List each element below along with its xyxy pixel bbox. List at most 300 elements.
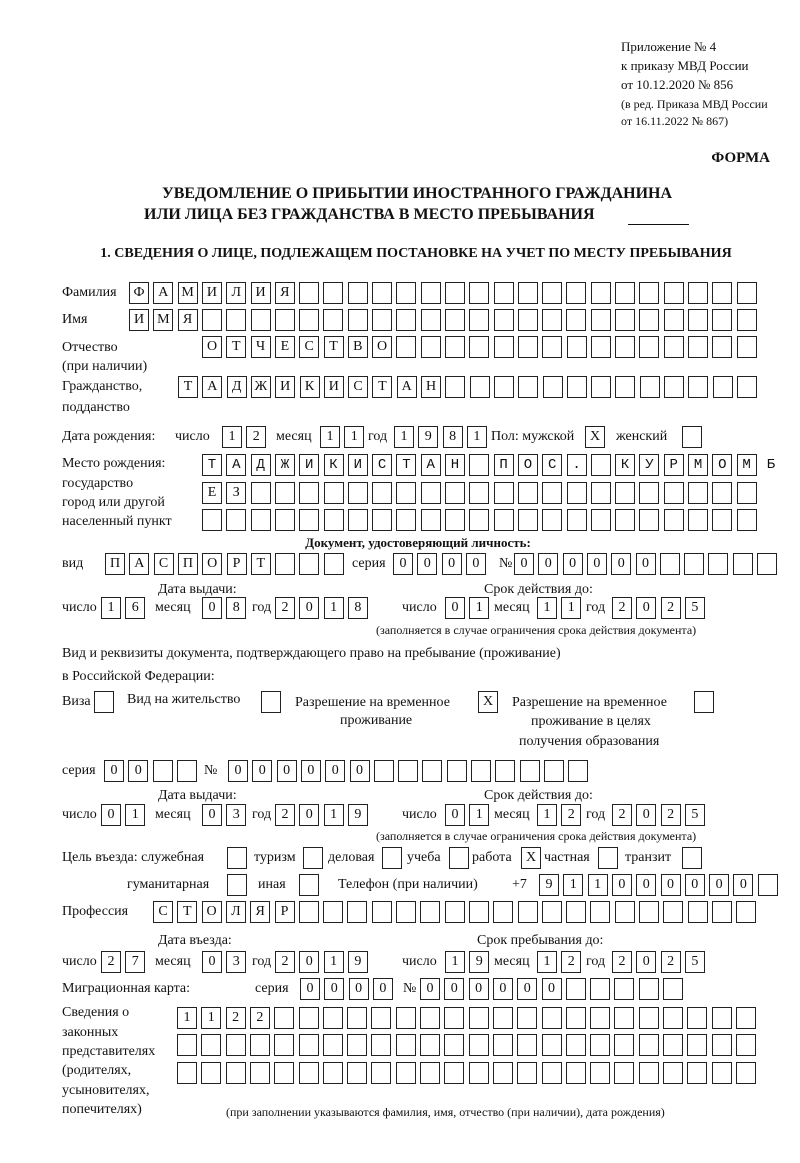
char-box[interactable]: 1	[201, 1007, 221, 1029]
char-box[interactable]	[347, 1007, 367, 1029]
char-box[interactable]	[493, 1034, 513, 1056]
char-box[interactable]	[664, 282, 684, 304]
checkbox[interactable]	[261, 691, 281, 713]
char-box[interactable]: 0	[417, 553, 437, 575]
char-box[interactable]: Е	[202, 482, 222, 504]
char-box[interactable]	[323, 282, 343, 304]
char-box[interactable]	[517, 1007, 537, 1029]
char-box[interactable]	[447, 760, 467, 782]
char-box[interactable]: 0	[299, 804, 319, 826]
char-box[interactable]: З	[226, 482, 246, 504]
char-box[interactable]: Ж	[251, 376, 271, 398]
char-box[interactable]	[374, 760, 394, 782]
char-box[interactable]: 0	[542, 978, 562, 1000]
char-box[interactable]: 1	[324, 804, 344, 826]
char-box[interactable]: 0	[324, 978, 344, 1000]
char-box[interactable]	[469, 309, 489, 331]
char-box[interactable]	[712, 1062, 732, 1084]
char-box[interactable]: 0	[228, 760, 248, 782]
char-box[interactable]	[494, 376, 514, 398]
char-box[interactable]: 9	[418, 426, 438, 448]
char-box[interactable]	[274, 1034, 294, 1056]
char-box[interactable]: 0	[661, 874, 681, 896]
char-box[interactable]	[324, 509, 344, 531]
char-box[interactable]: Т	[178, 376, 198, 398]
char-box[interactable]	[250, 1062, 270, 1084]
char-box[interactable]	[640, 376, 660, 398]
char-box[interactable]: 0	[517, 978, 537, 1000]
char-box[interactable]	[542, 282, 562, 304]
char-box[interactable]: С	[153, 901, 173, 923]
char-box[interactable]	[299, 1062, 319, 1084]
char-box[interactable]	[688, 376, 708, 398]
char-box[interactable]	[372, 309, 392, 331]
char-box[interactable]: 0	[202, 951, 222, 973]
char-box[interactable]	[615, 482, 635, 504]
char-box[interactable]	[420, 901, 440, 923]
char-box[interactable]	[444, 1034, 464, 1056]
char-box[interactable]	[177, 1062, 197, 1084]
char-box[interactable]	[567, 509, 587, 531]
char-box[interactable]	[324, 553, 344, 575]
checkbox[interactable]	[227, 874, 247, 896]
char-box[interactable]: 1	[467, 426, 487, 448]
char-box[interactable]	[445, 509, 465, 531]
checkbox[interactable]	[382, 847, 402, 869]
char-box[interactable]	[542, 1034, 562, 1056]
char-box[interactable]: 8	[226, 597, 246, 619]
char-box[interactable]: К	[300, 376, 320, 398]
char-box[interactable]	[688, 309, 708, 331]
char-box[interactable]: 0	[128, 760, 148, 782]
char-box[interactable]	[177, 760, 197, 782]
char-box[interactable]	[348, 482, 368, 504]
char-box[interactable]: И	[129, 309, 149, 331]
char-box[interactable]	[275, 309, 295, 331]
checkbox[interactable]	[94, 691, 114, 713]
char-box[interactable]	[250, 1034, 270, 1056]
char-box[interactable]	[323, 901, 343, 923]
char-box[interactable]: Р	[227, 553, 247, 575]
char-box[interactable]	[737, 309, 757, 331]
char-box[interactable]: 0	[587, 553, 607, 575]
char-box[interactable]	[323, 1007, 343, 1029]
char-box[interactable]	[226, 1034, 246, 1056]
char-box[interactable]	[737, 282, 757, 304]
char-box[interactable]	[299, 901, 319, 923]
char-box[interactable]: 0	[636, 804, 656, 826]
char-box[interactable]: Н	[421, 376, 441, 398]
char-box[interactable]: М	[153, 309, 173, 331]
char-box[interactable]	[737, 509, 757, 531]
checkbox[interactable]	[694, 691, 714, 713]
char-box[interactable]: Т	[177, 901, 197, 923]
char-box[interactable]	[494, 482, 514, 504]
char-box[interactable]	[566, 282, 586, 304]
char-box[interactable]	[664, 336, 684, 358]
char-box[interactable]	[713, 376, 733, 398]
char-box[interactable]	[566, 1062, 586, 1084]
char-box[interactable]	[445, 901, 465, 923]
char-box[interactable]	[591, 309, 611, 331]
char-box[interactable]: 2	[661, 804, 681, 826]
char-box[interactable]	[251, 309, 271, 331]
char-box[interactable]	[421, 509, 441, 531]
char-box[interactable]	[566, 901, 586, 923]
char-box[interactable]	[226, 1062, 246, 1084]
char-box[interactable]: 0	[538, 553, 558, 575]
char-box[interactable]	[493, 901, 513, 923]
char-box[interactable]: 1	[445, 951, 465, 973]
char-box[interactable]	[736, 901, 756, 923]
char-box[interactable]	[542, 509, 562, 531]
char-box[interactable]	[712, 509, 732, 531]
char-box[interactable]	[372, 282, 392, 304]
char-box[interactable]	[372, 509, 392, 531]
char-box[interactable]	[421, 482, 441, 504]
char-box[interactable]	[664, 376, 684, 398]
char-box[interactable]	[396, 1062, 416, 1084]
char-box[interactable]	[469, 336, 489, 358]
char-box[interactable]	[688, 282, 708, 304]
char-box[interactable]	[251, 509, 271, 531]
char-box[interactable]: П	[178, 553, 198, 575]
char-box[interactable]	[591, 336, 611, 358]
char-box[interactable]	[591, 282, 611, 304]
char-box[interactable]	[372, 482, 392, 504]
char-box[interactable]	[688, 482, 708, 504]
char-box[interactable]	[371, 1007, 391, 1029]
char-box[interactable]	[712, 282, 732, 304]
char-box[interactable]	[444, 1062, 464, 1084]
char-box[interactable]	[445, 336, 465, 358]
char-box[interactable]	[445, 309, 465, 331]
char-box[interactable]	[226, 509, 246, 531]
char-box[interactable]	[639, 978, 659, 1000]
char-box[interactable]	[445, 376, 465, 398]
char-box[interactable]	[733, 553, 753, 575]
char-box[interactable]: 2	[612, 597, 632, 619]
char-box[interactable]: О	[372, 336, 392, 358]
char-box[interactable]	[663, 901, 683, 923]
char-box[interactable]: 0	[563, 553, 583, 575]
char-box[interactable]: Е	[275, 336, 295, 358]
char-box[interactable]: 1	[177, 1007, 197, 1029]
char-box[interactable]	[469, 1062, 489, 1084]
char-box[interactable]	[494, 336, 514, 358]
char-box[interactable]	[202, 509, 222, 531]
char-box[interactable]	[688, 336, 708, 358]
char-box[interactable]: 5	[685, 951, 705, 973]
char-box[interactable]	[639, 482, 659, 504]
char-box[interactable]	[421, 309, 441, 331]
char-box[interactable]: С	[348, 376, 368, 398]
char-box[interactable]	[299, 509, 319, 531]
char-box[interactable]	[396, 282, 416, 304]
checkbox[interactable]	[682, 847, 702, 869]
char-box[interactable]: 0	[104, 760, 124, 782]
char-box[interactable]	[469, 901, 489, 923]
char-box[interactable]	[323, 1034, 343, 1056]
char-box[interactable]	[591, 376, 611, 398]
char-box[interactable]	[542, 336, 562, 358]
char-box[interactable]: Ф	[129, 282, 149, 304]
char-box[interactable]	[664, 509, 684, 531]
char-box[interactable]: 0	[301, 760, 321, 782]
char-box[interactable]: 8	[443, 426, 463, 448]
char-box[interactable]	[493, 1062, 513, 1084]
char-box[interactable]: 0	[350, 760, 370, 782]
char-box[interactable]: 1	[394, 426, 414, 448]
char-box[interactable]: В	[348, 336, 368, 358]
char-box[interactable]: Т	[372, 376, 392, 398]
char-box[interactable]	[520, 760, 540, 782]
char-box[interactable]	[347, 901, 367, 923]
char-box[interactable]	[396, 336, 416, 358]
char-box[interactable]: И	[202, 282, 222, 304]
char-box[interactable]: 2	[246, 426, 266, 448]
char-box[interactable]: О	[202, 336, 222, 358]
char-box[interactable]	[517, 1062, 537, 1084]
char-box[interactable]	[347, 1062, 367, 1084]
char-box[interactable]	[469, 509, 489, 531]
char-box[interactable]	[758, 874, 778, 896]
char-box[interactable]	[712, 336, 732, 358]
char-box[interactable]	[471, 760, 491, 782]
char-box[interactable]	[201, 1062, 221, 1084]
char-box[interactable]	[736, 1062, 756, 1084]
char-box[interactable]	[372, 901, 392, 923]
char-box[interactable]	[494, 509, 514, 531]
char-box[interactable]	[543, 376, 563, 398]
char-box[interactable]	[494, 282, 514, 304]
char-box[interactable]	[688, 901, 708, 923]
char-box[interactable]: 1	[101, 597, 121, 619]
char-box[interactable]	[660, 553, 680, 575]
char-box[interactable]	[398, 760, 418, 782]
char-box[interactable]: Т	[226, 336, 246, 358]
char-box[interactable]	[177, 1034, 197, 1056]
char-box[interactable]	[421, 282, 441, 304]
char-box[interactable]: 0	[277, 760, 297, 782]
char-box[interactable]	[445, 482, 465, 504]
char-box[interactable]	[542, 1062, 562, 1084]
char-box[interactable]	[639, 509, 659, 531]
char-box[interactable]	[664, 309, 684, 331]
char-box[interactable]	[737, 336, 757, 358]
char-box[interactable]	[348, 509, 368, 531]
char-box[interactable]: 2	[561, 951, 581, 973]
checkbox[interactable]: X	[585, 426, 605, 448]
char-box[interactable]	[712, 1034, 732, 1056]
char-box[interactable]: 2	[101, 951, 121, 973]
char-box[interactable]: 0	[393, 553, 413, 575]
char-box[interactable]: 0	[636, 874, 656, 896]
char-box[interactable]	[566, 1007, 586, 1029]
char-box[interactable]: 0	[101, 804, 121, 826]
char-box[interactable]	[275, 553, 295, 575]
char-box[interactable]: А	[397, 376, 417, 398]
char-box[interactable]: 1	[469, 804, 489, 826]
char-box[interactable]	[684, 553, 704, 575]
char-box[interactable]	[567, 482, 587, 504]
char-box[interactable]: Л	[226, 901, 246, 923]
char-box[interactable]: Р	[275, 901, 295, 923]
char-box[interactable]	[518, 336, 538, 358]
checkbox[interactable]: X	[478, 691, 498, 713]
char-box[interactable]: 0	[612, 874, 632, 896]
char-box[interactable]	[518, 482, 538, 504]
char-box[interactable]: 9	[469, 951, 489, 973]
char-box[interactable]	[566, 1034, 586, 1056]
char-box[interactable]: 1	[563, 874, 583, 896]
checkbox[interactable]	[682, 426, 702, 448]
char-box[interactable]	[664, 482, 684, 504]
char-box[interactable]	[299, 282, 319, 304]
char-box[interactable]	[202, 309, 222, 331]
char-box[interactable]	[614, 1007, 634, 1029]
char-box[interactable]: 0	[444, 978, 464, 1000]
char-box[interactable]	[542, 1007, 562, 1029]
char-box[interactable]	[444, 1007, 464, 1029]
char-box[interactable]	[590, 978, 610, 1000]
char-box[interactable]	[226, 309, 246, 331]
char-box[interactable]: 1	[125, 804, 145, 826]
char-box[interactable]: 1	[320, 426, 340, 448]
char-box[interactable]	[687, 1062, 707, 1084]
char-box[interactable]	[518, 376, 538, 398]
char-box[interactable]: 0	[466, 553, 486, 575]
char-box[interactable]: 0	[733, 874, 753, 896]
char-box[interactable]	[542, 309, 562, 331]
char-box[interactable]	[542, 482, 562, 504]
char-box[interactable]: 0	[636, 553, 656, 575]
char-box[interactable]	[708, 553, 728, 575]
checkbox[interactable]	[449, 847, 469, 869]
char-box[interactable]	[639, 336, 659, 358]
char-box[interactable]	[494, 309, 514, 331]
char-box[interactable]	[274, 1007, 294, 1029]
char-box[interactable]: А	[153, 282, 173, 304]
char-box[interactable]: 3	[226, 951, 246, 973]
char-box[interactable]: Д	[227, 376, 247, 398]
char-box[interactable]	[615, 336, 635, 358]
char-box[interactable]: 7	[125, 951, 145, 973]
char-box[interactable]	[663, 1034, 683, 1056]
char-box[interactable]: 0	[252, 760, 272, 782]
char-box[interactable]: С	[154, 553, 174, 575]
char-box[interactable]	[469, 282, 489, 304]
char-box[interactable]	[687, 1007, 707, 1029]
char-box[interactable]	[614, 978, 634, 1000]
char-box[interactable]: Ч	[251, 336, 271, 358]
char-box[interactable]: 0	[300, 978, 320, 1000]
char-box[interactable]: 0	[445, 597, 465, 619]
char-box[interactable]: 0	[202, 804, 222, 826]
char-box[interactable]	[614, 1062, 634, 1084]
char-box[interactable]	[542, 901, 562, 923]
char-box[interactable]: 1	[537, 804, 557, 826]
char-box[interactable]: 5	[685, 597, 705, 619]
char-box[interactable]: 1	[222, 426, 242, 448]
char-box[interactable]	[323, 1062, 343, 1084]
char-box[interactable]	[348, 309, 368, 331]
char-box[interactable]: 0	[685, 874, 705, 896]
char-box[interactable]	[396, 309, 416, 331]
char-box[interactable]	[422, 760, 442, 782]
char-box[interactable]	[324, 482, 344, 504]
char-box[interactable]: 0	[493, 978, 513, 1000]
char-box[interactable]: Я	[275, 282, 295, 304]
char-box[interactable]	[663, 978, 683, 1000]
char-box[interactable]	[568, 760, 588, 782]
char-box[interactable]: С	[299, 336, 319, 358]
char-box[interactable]: 0	[445, 804, 465, 826]
char-box[interactable]	[420, 1034, 440, 1056]
char-box[interactable]	[639, 282, 659, 304]
char-box[interactable]	[420, 1062, 440, 1084]
char-box[interactable]	[396, 482, 416, 504]
char-box[interactable]: 2	[275, 804, 295, 826]
char-box[interactable]	[493, 1007, 513, 1029]
char-box[interactable]	[687, 1034, 707, 1056]
char-box[interactable]: 0	[202, 597, 222, 619]
char-box[interactable]: И	[251, 282, 271, 304]
char-box[interactable]: 2	[275, 597, 295, 619]
char-box[interactable]: 0	[514, 553, 534, 575]
char-box[interactable]	[591, 509, 611, 531]
char-box[interactable]	[299, 309, 319, 331]
char-box[interactable]	[639, 1034, 659, 1056]
char-box[interactable]: 2	[250, 1007, 270, 1029]
char-box[interactable]: 9	[348, 804, 368, 826]
char-box[interactable]: 9	[348, 951, 368, 973]
char-box[interactable]	[590, 1007, 610, 1029]
char-box[interactable]: 1	[324, 597, 344, 619]
char-box[interactable]: 1	[344, 426, 364, 448]
char-box[interactable]: 3	[226, 804, 246, 826]
char-box[interactable]: 0	[709, 874, 729, 896]
char-box[interactable]	[639, 901, 659, 923]
char-box[interactable]: П	[105, 553, 125, 575]
char-box[interactable]: 1	[324, 951, 344, 973]
char-box[interactable]: 2	[661, 597, 681, 619]
char-box[interactable]	[566, 978, 586, 1000]
char-box[interactable]: Я	[250, 901, 270, 923]
char-box[interactable]	[566, 309, 586, 331]
char-box[interactable]	[518, 509, 538, 531]
char-box[interactable]	[420, 1007, 440, 1029]
char-box[interactable]	[495, 760, 515, 782]
char-box[interactable]: 0	[636, 951, 656, 973]
char-box[interactable]	[347, 1034, 367, 1056]
char-box[interactable]	[590, 1062, 610, 1084]
char-box[interactable]: Я	[178, 309, 198, 331]
char-box[interactable]	[567, 336, 587, 358]
char-box[interactable]: 1	[469, 597, 489, 619]
char-box[interactable]	[737, 482, 757, 504]
char-box[interactable]	[371, 1062, 391, 1084]
char-box[interactable]	[421, 336, 441, 358]
char-box[interactable]	[201, 1034, 221, 1056]
char-box[interactable]	[299, 553, 319, 575]
checkbox[interactable]	[227, 847, 247, 869]
char-box[interactable]	[518, 309, 538, 331]
char-box[interactable]	[153, 760, 173, 782]
char-box[interactable]	[371, 1034, 391, 1056]
char-box[interactable]	[712, 482, 732, 504]
char-box[interactable]: О	[202, 901, 222, 923]
